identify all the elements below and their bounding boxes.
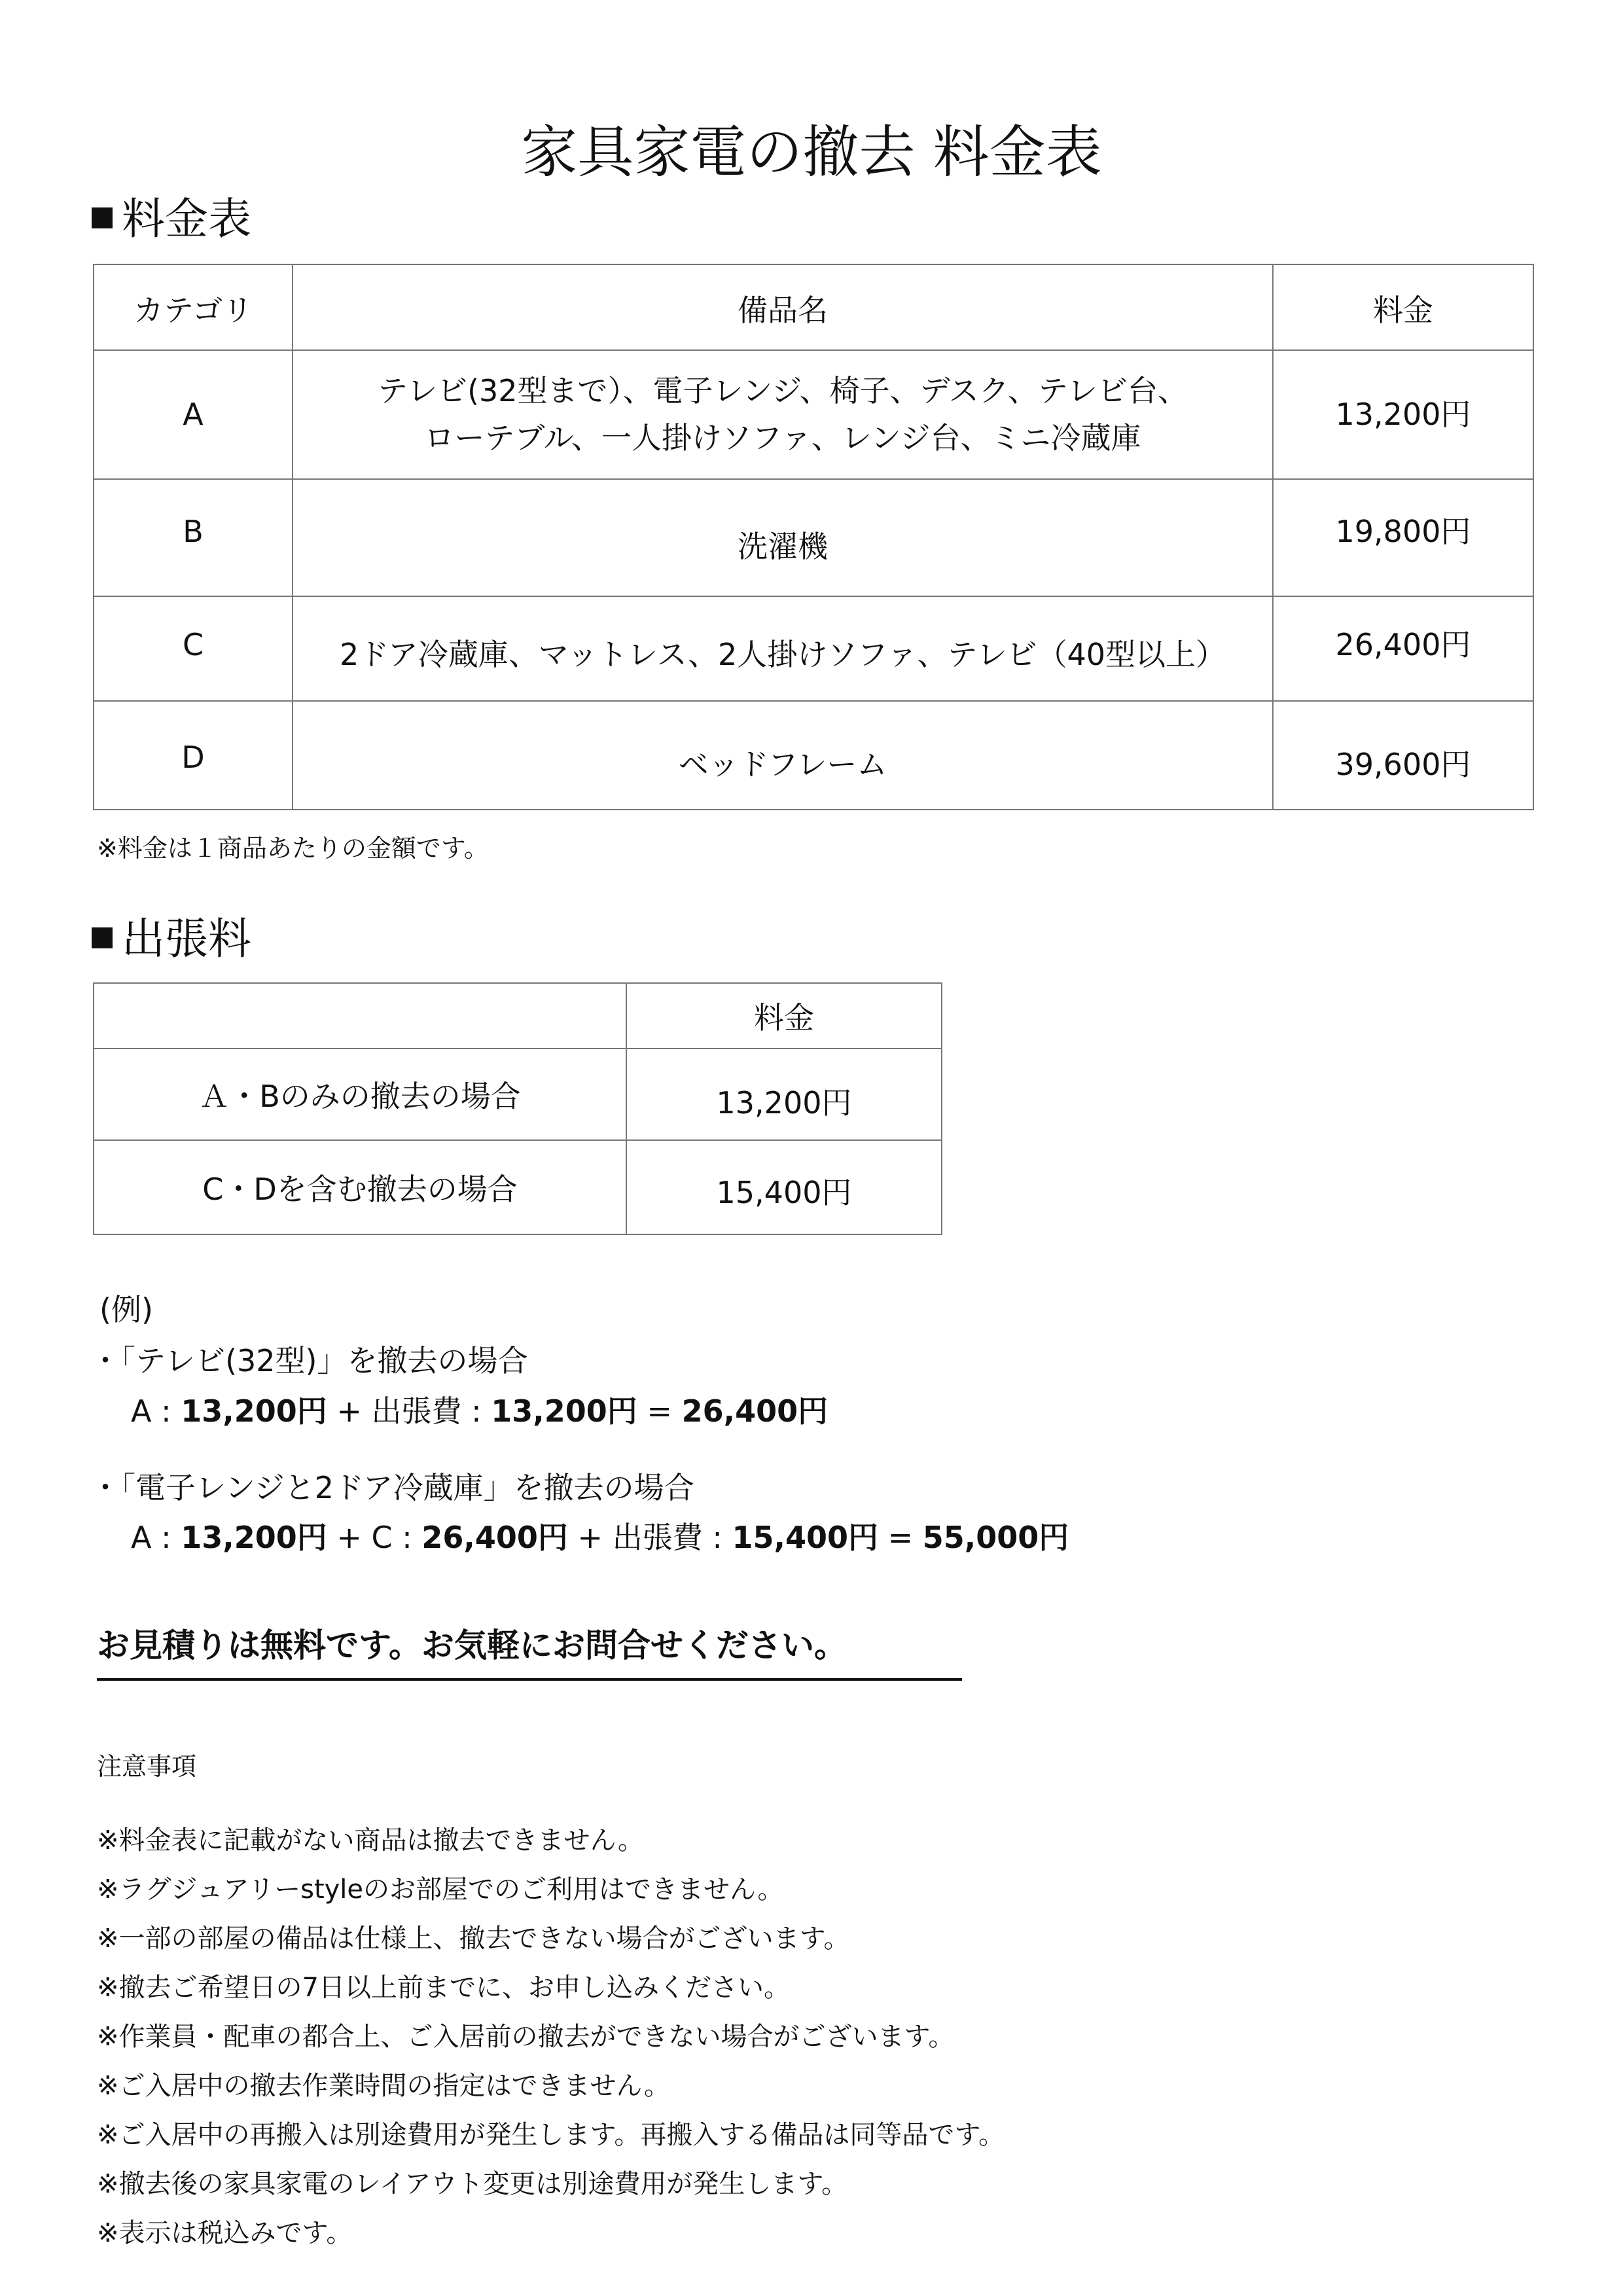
examples-label: (例) bbox=[99, 1292, 153, 1327]
example-1-calc bbox=[131, 1393, 829, 1429]
page-title: 家具家電の撤去 料金表 bbox=[521, 119, 1102, 185]
category-cell: D bbox=[94, 701, 293, 810]
calc-a-value: 13,200円 bbox=[181, 1393, 327, 1429]
list-item: ※ご入居中の撤去作業時間の指定はできません。 bbox=[97, 2071, 670, 2101]
fee-cell: 19,800円 bbox=[1273, 479, 1533, 596]
calc-plus: + bbox=[327, 1393, 372, 1429]
fee-cell: 39,600円 bbox=[1273, 701, 1533, 810]
table-row bbox=[94, 596, 1533, 701]
calc-total: 55,000円 bbox=[922, 1520, 1069, 1555]
calc-c-value: 26,400円 bbox=[421, 1520, 568, 1555]
trip-section-heading bbox=[92, 914, 251, 964]
calc-trip-value: 13,200円 bbox=[491, 1393, 637, 1429]
calc-equals: = bbox=[878, 1520, 923, 1555]
price-note: ※料金は１商品あたりの金額です。 bbox=[97, 834, 489, 863]
trip-fee-header: 料金 bbox=[626, 983, 942, 1049]
price-table bbox=[93, 264, 1534, 810]
calc-plus: + bbox=[567, 1520, 613, 1555]
calc-total: 26,400円 bbox=[681, 1393, 829, 1429]
example-2-calc bbox=[131, 1520, 1069, 1555]
trip-fee-cell: 15,400円 bbox=[626, 1140, 942, 1234]
items-cell: 2ドア冷蔵庫、マットレス、2人掛けソファ、テレビ（40型以上） bbox=[293, 596, 1273, 701]
trip-empty-header bbox=[94, 983, 626, 1049]
list-item: ※撤去ご希望日の7日以上前までに、お申し込みください。 bbox=[97, 1973, 790, 2003]
square-bullet-icon bbox=[92, 927, 113, 948]
calc-a-label: A : bbox=[131, 1393, 181, 1429]
items-cell bbox=[293, 350, 1273, 479]
trip-section-heading-text: 出張料 bbox=[122, 914, 251, 964]
example-2-title: ・「電子レンジと2ドア冷蔵庫」を撤去の場合 bbox=[90, 1470, 694, 1505]
calc-a-label: A : bbox=[131, 1520, 181, 1555]
notes-list bbox=[97, 1820, 1005, 2261]
list-item: ※料金表に記載がない商品は撤去できません。 bbox=[97, 1825, 644, 1856]
table-row bbox=[94, 350, 1533, 479]
list-item: ※一部の部屋の備品は仕様上、撤去できない場合がございます。 bbox=[97, 1924, 850, 1954]
category-cell: B bbox=[94, 479, 293, 596]
trip-table-header-row bbox=[94, 983, 942, 1049]
category-cell: A bbox=[94, 350, 293, 479]
price-section-heading bbox=[92, 194, 251, 244]
free-estimate-message: お見積りは無料です。お気軽にお問合せください。 bbox=[97, 1619, 962, 1681]
calc-a-value: 13,200円 bbox=[181, 1520, 327, 1555]
table-row bbox=[94, 479, 1533, 596]
notes-heading: 注意事項 bbox=[97, 1752, 197, 1781]
calc-trip-label: 出張費 : bbox=[612, 1520, 732, 1555]
calc-c-label: C : bbox=[371, 1520, 422, 1555]
fee-cell: 13,200円 bbox=[1273, 350, 1533, 479]
fee-header: 料金 bbox=[1273, 264, 1533, 350]
list-item: ※ラグジュアリーstyleのお部屋でのご利用はできません。 bbox=[97, 1874, 784, 1905]
price-section-heading-text: 料金表 bbox=[122, 194, 251, 244]
example-1-title: ・「テレビ(32型)」を撤去の場合 bbox=[90, 1343, 528, 1378]
items-cell: 洗濯機 bbox=[293, 479, 1273, 596]
items-cell: ベッドフレーム bbox=[293, 701, 1273, 810]
trip-fee-cell: 13,200円 bbox=[626, 1049, 942, 1140]
square-bullet-icon bbox=[92, 207, 113, 228]
items-line: ローテブル、一人掛けソファ、レンジ台、ミニ冷蔵庫 bbox=[424, 420, 1141, 456]
trip-label-cell: Ａ・Bのみの撤去の場合 bbox=[94, 1049, 626, 1140]
calc-equals: = bbox=[637, 1393, 682, 1429]
fee-cell: 26,400円 bbox=[1273, 596, 1533, 701]
table-row bbox=[94, 1049, 942, 1140]
trip-fee-table bbox=[93, 982, 942, 1235]
calc-trip-label: 出張費 : bbox=[371, 1393, 491, 1429]
calc-plus: + bbox=[327, 1520, 372, 1555]
table-row bbox=[94, 1140, 942, 1234]
trip-label-cell: C・Dを含む撤去の場合 bbox=[94, 1140, 626, 1234]
category-cell: C bbox=[94, 596, 293, 701]
price-table-header-row bbox=[94, 264, 1533, 350]
list-item: ※ご入居中の再搬入は別途費用が発生します。再搬入する備品は同等品です。 bbox=[97, 2120, 1005, 2150]
list-item: ※作業員・配車の都合上、ご入居前の撤去ができない場合がございます。 bbox=[97, 2022, 955, 2052]
list-item: ※表示は税込みです。 bbox=[97, 2218, 353, 2248]
category-header: カテゴリ bbox=[94, 264, 293, 350]
table-row bbox=[94, 701, 1533, 810]
items-header: 備品名 bbox=[293, 264, 1273, 350]
items-line: テレビ(32型まで）、電子レンジ、椅子、デスク、テレビ台、 bbox=[378, 373, 1188, 409]
calc-trip-value: 15,400円 bbox=[732, 1520, 878, 1555]
list-item: ※撤去後の家具家電のレイアウト変更は別途費用が発生します。 bbox=[97, 2169, 848, 2199]
